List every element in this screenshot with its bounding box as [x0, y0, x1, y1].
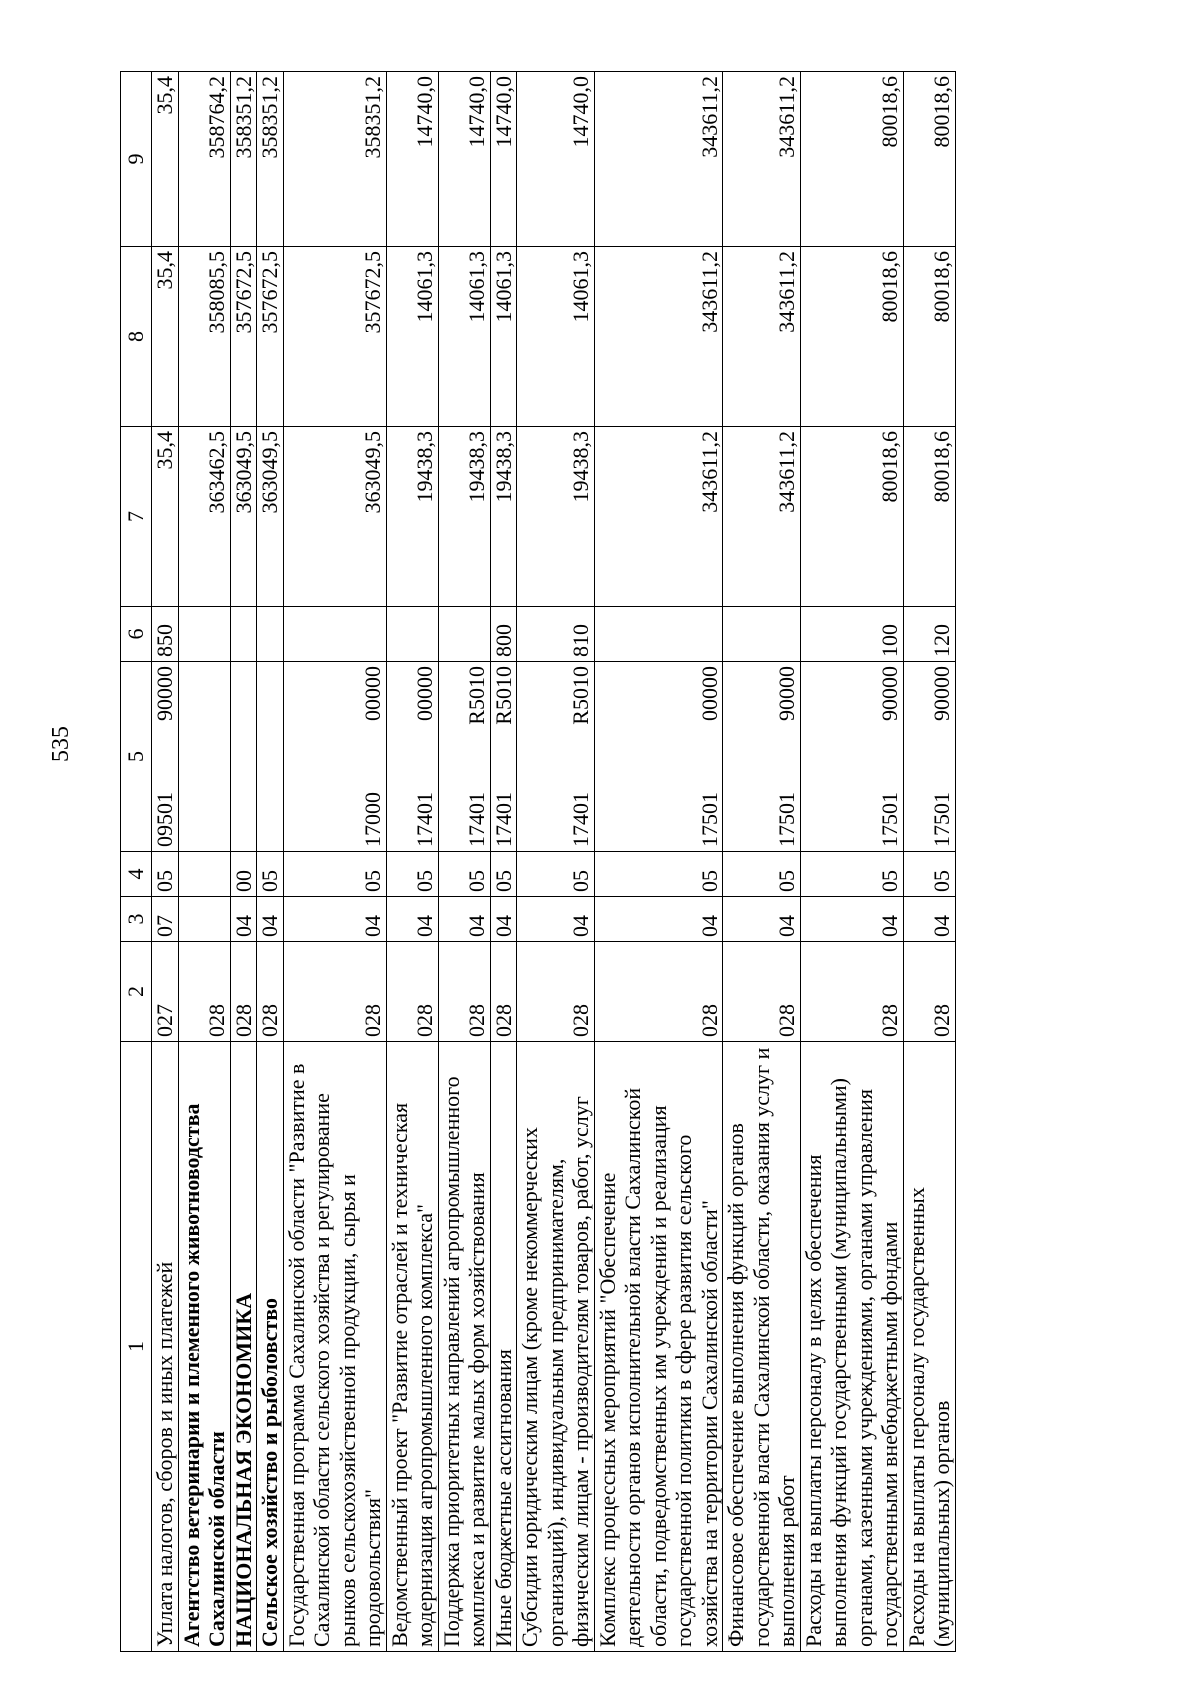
header-col-8: 8 — [121, 247, 152, 427]
row-amount-col7: 363049,5 — [257, 427, 284, 607]
row-amount-col9: 14740,0 — [438, 72, 490, 247]
row-name: Субсидии юридическим лицам (кроме некоммерческих организаций), индивидуальным предпринимателям, физическим лицам - производителям товаров, работ, услуг — [517, 1042, 595, 1652]
table-row — [386, 72, 438, 1652]
row-expense-type: 810 — [517, 607, 595, 662]
row-target-article — [490, 662, 517, 852]
row-section-code: 04 — [283, 897, 386, 942]
header-row — [121, 72, 152, 1652]
row-name: Уплата налогов, сборов и иных платежей — [152, 1042, 179, 1652]
table-row — [723, 72, 801, 1652]
row-amount-col7: 19438,3 — [490, 427, 517, 607]
table-row — [178, 72, 230, 1652]
row-amount-col9: 358351,2 — [230, 72, 257, 247]
row-amount-col8: 14061,3 — [490, 247, 517, 427]
row-expense-type: 100 — [800, 607, 903, 662]
row-section-code: 04 — [438, 897, 490, 942]
row-section-code: 04 — [490, 897, 517, 942]
row-section-code: 07 — [152, 897, 179, 942]
table-row — [903, 72, 955, 1652]
rotated-table-page — [120, 72, 1140, 1652]
header-col-9: 9 — [121, 72, 152, 247]
row-amount-col7: 343611,2 — [594, 427, 723, 607]
row-name: Комплекс процессных мероприятий "Обеспечение деятельности органов исполнительной власти Сахалинской области, подведомственных им учреждений и реализация государственной политики в сфере развития сельского хозяйства на территории Сахалинской области" — [594, 1042, 723, 1652]
row-amount-col8: 343611,2 — [723, 247, 801, 427]
row-target-program: 17501 — [877, 792, 903, 847]
row-expense-type: 850 — [152, 607, 179, 662]
table-body — [152, 72, 956, 1652]
row-admin-code: 028 — [517, 942, 595, 1042]
row-admin-code: 028 — [594, 942, 723, 1042]
row-amount-col7: 19438,3 — [386, 427, 438, 607]
header-col-3: 3 — [121, 897, 152, 942]
row-admin-code: 028 — [386, 942, 438, 1042]
row-subsection-code: 05 — [903, 852, 955, 897]
row-expense-type — [178, 607, 230, 662]
row-amount-col7: 80018,6 — [903, 427, 955, 607]
row-admin-code: 028 — [230, 942, 257, 1042]
row-amount-col8: 80018,6 — [903, 247, 955, 427]
row-admin-code: 028 — [800, 942, 903, 1042]
row-admin-code: 028 — [723, 942, 801, 1042]
row-target-article — [152, 662, 179, 852]
row-target-article — [230, 662, 257, 852]
header-col-5: 5 — [121, 662, 152, 852]
row-section-code: 04 — [517, 897, 595, 942]
row-admin-code: 028 — [903, 942, 955, 1042]
row-amount-col9: 358351,2 — [257, 72, 284, 247]
row-target-program: 17401 — [464, 792, 490, 847]
header-col-6: 6 — [121, 607, 152, 662]
row-amount-col9: 14740,0 — [517, 72, 595, 247]
row-amount-col8: 14061,3 — [517, 247, 595, 427]
table-row — [283, 72, 386, 1652]
row-expense-type — [386, 607, 438, 662]
row-target-program: 09501 — [152, 792, 177, 847]
row-target-article — [386, 662, 438, 852]
row-amount-col7: 19438,3 — [438, 427, 490, 607]
row-expense-type: 800 — [490, 607, 517, 662]
row-admin-code: 028 — [178, 942, 230, 1042]
header-col-4: 4 — [121, 852, 152, 897]
row-subsection-code: 05 — [723, 852, 801, 897]
row-expense-type: 120 — [903, 607, 955, 662]
row-section-code: 04 — [903, 897, 955, 942]
budget-table — [120, 71, 956, 1652]
row-amount-col8: 357672,5 — [257, 247, 284, 427]
row-admin-code: 028 — [438, 942, 490, 1042]
row-amount-col7: 19438,3 — [517, 427, 595, 607]
row-subsection-code: 05 — [152, 852, 179, 897]
header-col-2: 2 — [121, 942, 152, 1042]
row-admin-code: 028 — [490, 942, 517, 1042]
row-expense-type — [257, 607, 284, 662]
row-name: Ведомственный проект "Развитие отраслей и техническая модернизация агропромышленного комплекса" — [386, 1042, 438, 1652]
row-target-article — [903, 662, 955, 852]
row-amount-col7: 343611,2 — [723, 427, 801, 607]
row-target-direction: 90000 — [877, 666, 903, 721]
row-target-program: 17501 — [774, 792, 800, 847]
table-row — [490, 72, 517, 1652]
row-amount-col9: 80018,6 — [800, 72, 903, 247]
row-target-program: 17401 — [568, 792, 594, 847]
row-target-article — [178, 662, 230, 852]
row-target-direction: 00000 — [412, 666, 438, 721]
row-amount-col8: 343611,2 — [594, 247, 723, 427]
row-admin-code: 027 — [152, 942, 179, 1042]
row-section-code: 04 — [257, 897, 284, 942]
row-expense-type — [230, 607, 257, 662]
row-section-code: 04 — [800, 897, 903, 942]
row-target-article — [283, 662, 386, 852]
row-amount-col7: 363462,5 — [178, 427, 230, 607]
table-row — [800, 72, 903, 1652]
row-subsection-code: 05 — [386, 852, 438, 897]
row-amount-col8: 358085,5 — [178, 247, 230, 427]
table-row — [152, 72, 179, 1652]
row-subsection-code: 05 — [490, 852, 517, 897]
row-amount-col8: 80018,6 — [800, 247, 903, 427]
row-target-program: 17501 — [696, 792, 722, 847]
table-row — [594, 72, 723, 1652]
row-amount-col7: 80018,6 — [800, 427, 903, 607]
row-target-article — [723, 662, 801, 852]
row-amount-col9: 14740,0 — [490, 72, 517, 247]
row-target-direction: 90000 — [929, 666, 955, 721]
row-admin-code: 028 — [257, 942, 284, 1042]
table-row — [517, 72, 595, 1652]
row-target-direction: R5010 — [464, 666, 490, 725]
row-amount-col8: 14061,3 — [386, 247, 438, 427]
row-target-direction: 90000 — [152, 666, 177, 721]
row-section-code: 04 — [230, 897, 257, 942]
row-target-article — [594, 662, 723, 852]
row-section-code: 04 — [594, 897, 723, 942]
row-name: Иные бюджетные ассигнования — [490, 1042, 517, 1652]
page-number: 535 — [48, 726, 74, 762]
row-subsection-code: 05 — [800, 852, 903, 897]
row-amount-col9: 80018,6 — [903, 72, 955, 247]
row-expense-type — [594, 607, 723, 662]
row-amount-col8: 14061,3 — [438, 247, 490, 427]
row-target-direction: 00000 — [696, 666, 722, 721]
row-expense-type — [283, 607, 386, 662]
row-amount-col9: 343611,2 — [723, 72, 801, 247]
row-target-program: 17401 — [412, 792, 438, 847]
row-subsection-code: 00 — [230, 852, 257, 897]
row-amount-col8: 357672,5 — [283, 247, 386, 427]
row-target-article — [257, 662, 284, 852]
row-section-code: 04 — [386, 897, 438, 942]
header-col-1: 1 — [121, 1042, 152, 1652]
row-target-program: 17000 — [360, 792, 386, 847]
row-target-program: 17401 — [490, 792, 516, 847]
row-amount-col7: 35,4 — [152, 427, 179, 607]
row-name: Поддержка приоритетных направлений агропромышленного комплекса и развитие малых форм хозяйствования — [438, 1042, 490, 1652]
row-subsection-code: 05 — [283, 852, 386, 897]
row-expense-type — [723, 607, 801, 662]
row-target-article — [800, 662, 903, 852]
header-col-7: 7 — [121, 427, 152, 607]
table-row — [438, 72, 490, 1652]
row-subsection-code: 05 — [594, 852, 723, 897]
row-name: Расходы на выплаты персоналу государственных (муниципальных) органов — [903, 1042, 955, 1652]
row-name: Финансовое обеспечение выполнения функций органов государственной власти Сахалинской области, оказания услуг и выполнения работ — [723, 1042, 801, 1652]
row-section-code: 04 — [723, 897, 801, 942]
row-expense-type — [438, 607, 490, 662]
row-name: Расходы на выплаты персоналу в целях обеспечения выполнения функций государственными (муниципальными) органами, казенными учреждениями, органами управления государственными внебюджетными фондами — [800, 1042, 903, 1652]
row-name: Сельское хозяйство и рыболовство — [257, 1042, 284, 1652]
row-target-article — [517, 662, 595, 852]
row-subsection-code — [178, 852, 230, 897]
row-amount-col8: 35,4 — [152, 247, 179, 427]
row-amount-col9: 343611,2 — [594, 72, 723, 247]
row-amount-col7: 363049,5 — [230, 427, 257, 607]
table-row — [257, 72, 284, 1652]
row-amount-col9: 35,4 — [152, 72, 179, 247]
row-name: Агентство ветеринарии и племенного животноводства Сахалинской области — [178, 1042, 230, 1652]
row-amount-col9: 358351,2 — [283, 72, 386, 247]
row-amount-col9: 14740,0 — [386, 72, 438, 247]
row-target-direction: 90000 — [774, 666, 800, 721]
row-target-direction: R5010 — [568, 666, 594, 725]
row-target-direction: 00000 — [360, 666, 386, 721]
row-name: Государственная программа Сахалинской области "Развитие в Сахалинской области сельского хозяйства и регулирование рынков сельскохозяйственной продукции, сырья и продовольствия" — [283, 1042, 386, 1652]
row-subsection-code: 05 — [517, 852, 595, 897]
row-subsection-code: 05 — [257, 852, 284, 897]
row-amount-col9: 358764,2 — [178, 72, 230, 247]
row-section-code — [178, 897, 230, 942]
table-row — [230, 72, 257, 1652]
row-target-program: 17501 — [929, 792, 955, 847]
row-amount-col8: 357672,5 — [230, 247, 257, 427]
row-amount-col7: 363049,5 — [283, 427, 386, 607]
row-subsection-code: 05 — [438, 852, 490, 897]
row-target-article — [438, 662, 490, 852]
row-name: НАЦИОНАЛЬНАЯ ЭКОНОМИКА — [230, 1042, 257, 1652]
row-target-direction: R5010 — [490, 666, 516, 725]
row-admin-code: 028 — [283, 942, 386, 1042]
